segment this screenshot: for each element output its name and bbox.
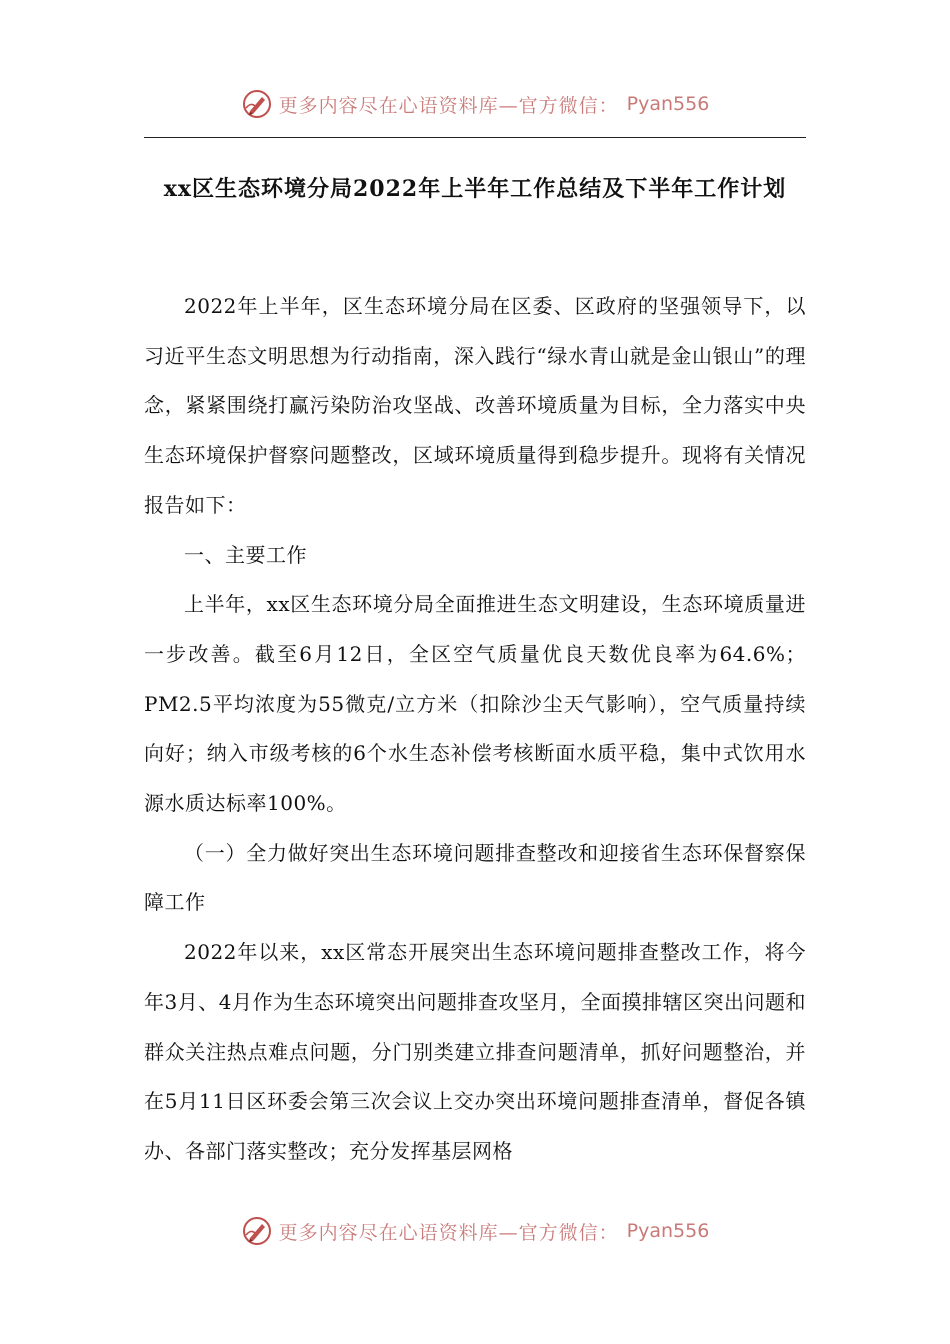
section-heading-main-work: 一、主要工作 bbox=[184, 542, 307, 567]
subsection-heading-1: （一）全力做好突出生态环境问题排查整改和迎接省生态环保督察保障工作 bbox=[144, 840, 806, 915]
pen-logo-icon bbox=[241, 88, 273, 120]
header-wechat-id: Pyan556 bbox=[626, 93, 710, 115]
header-divider bbox=[144, 137, 806, 138]
document-title: xx区生态环境分局2022年上半年工作总结及下半年工作计划 bbox=[163, 176, 787, 202]
paragraph-intro: 2022年上半年，区生态环境分局在区委、区政府的坚强领导下，以习近平生态文明思想为行动指南，深入践行“绿水青山就是金山银山”的理念，紧紧围绕打赢污染防治攻坚战、改善环境质量为目标，全力落实中央生态环境保护督察问题整改，区域环境质量得到稳步提升。现将有关情况报告如下： bbox=[144, 294, 806, 517]
paragraph-inspection: 2022年以来，xx区常态开展突出生态环境问题排查整改工作，将今年3月、4月作为生态环境突出问题排查攻坚月，全面摸排辖区突出问题和群众关注热点难点问题，分门别类建立排查问题清单，抓好问题整治，并在5月11日区环委会第三次会议上交办突出环境问题排查清单，督促各镇办、各部门落实整改；充分发挥基层网格 bbox=[144, 940, 806, 1163]
paragraph-overview: 上半年，xx区生态环境分局全面推进生态文明建设，生态环境质量进一步改善。截至6月12日，全区空气质量优良天数优良率为64.6%；PM2.5平均浓度为55微克/立方米（扣除沙尘天气影响），空气质量持续向好；纳入市级考核的6个水生态补偿考核断面水质平稳，集中式饮用水源水质达标率100%。 bbox=[144, 592, 806, 816]
header-banner-text: 更多内容尽在心语资料库—官方微信： bbox=[278, 94, 619, 117]
footer-banner bbox=[0, 1211, 950, 1251]
footer-wechat-id: Pyan556 bbox=[626, 1220, 710, 1242]
header-banner bbox=[0, 84, 950, 124]
pen-logo-icon bbox=[241, 1215, 273, 1247]
document-body bbox=[144, 282, 806, 1177]
footer-banner-text: 更多内容尽在心语资料库—官方微信： bbox=[278, 1221, 619, 1244]
